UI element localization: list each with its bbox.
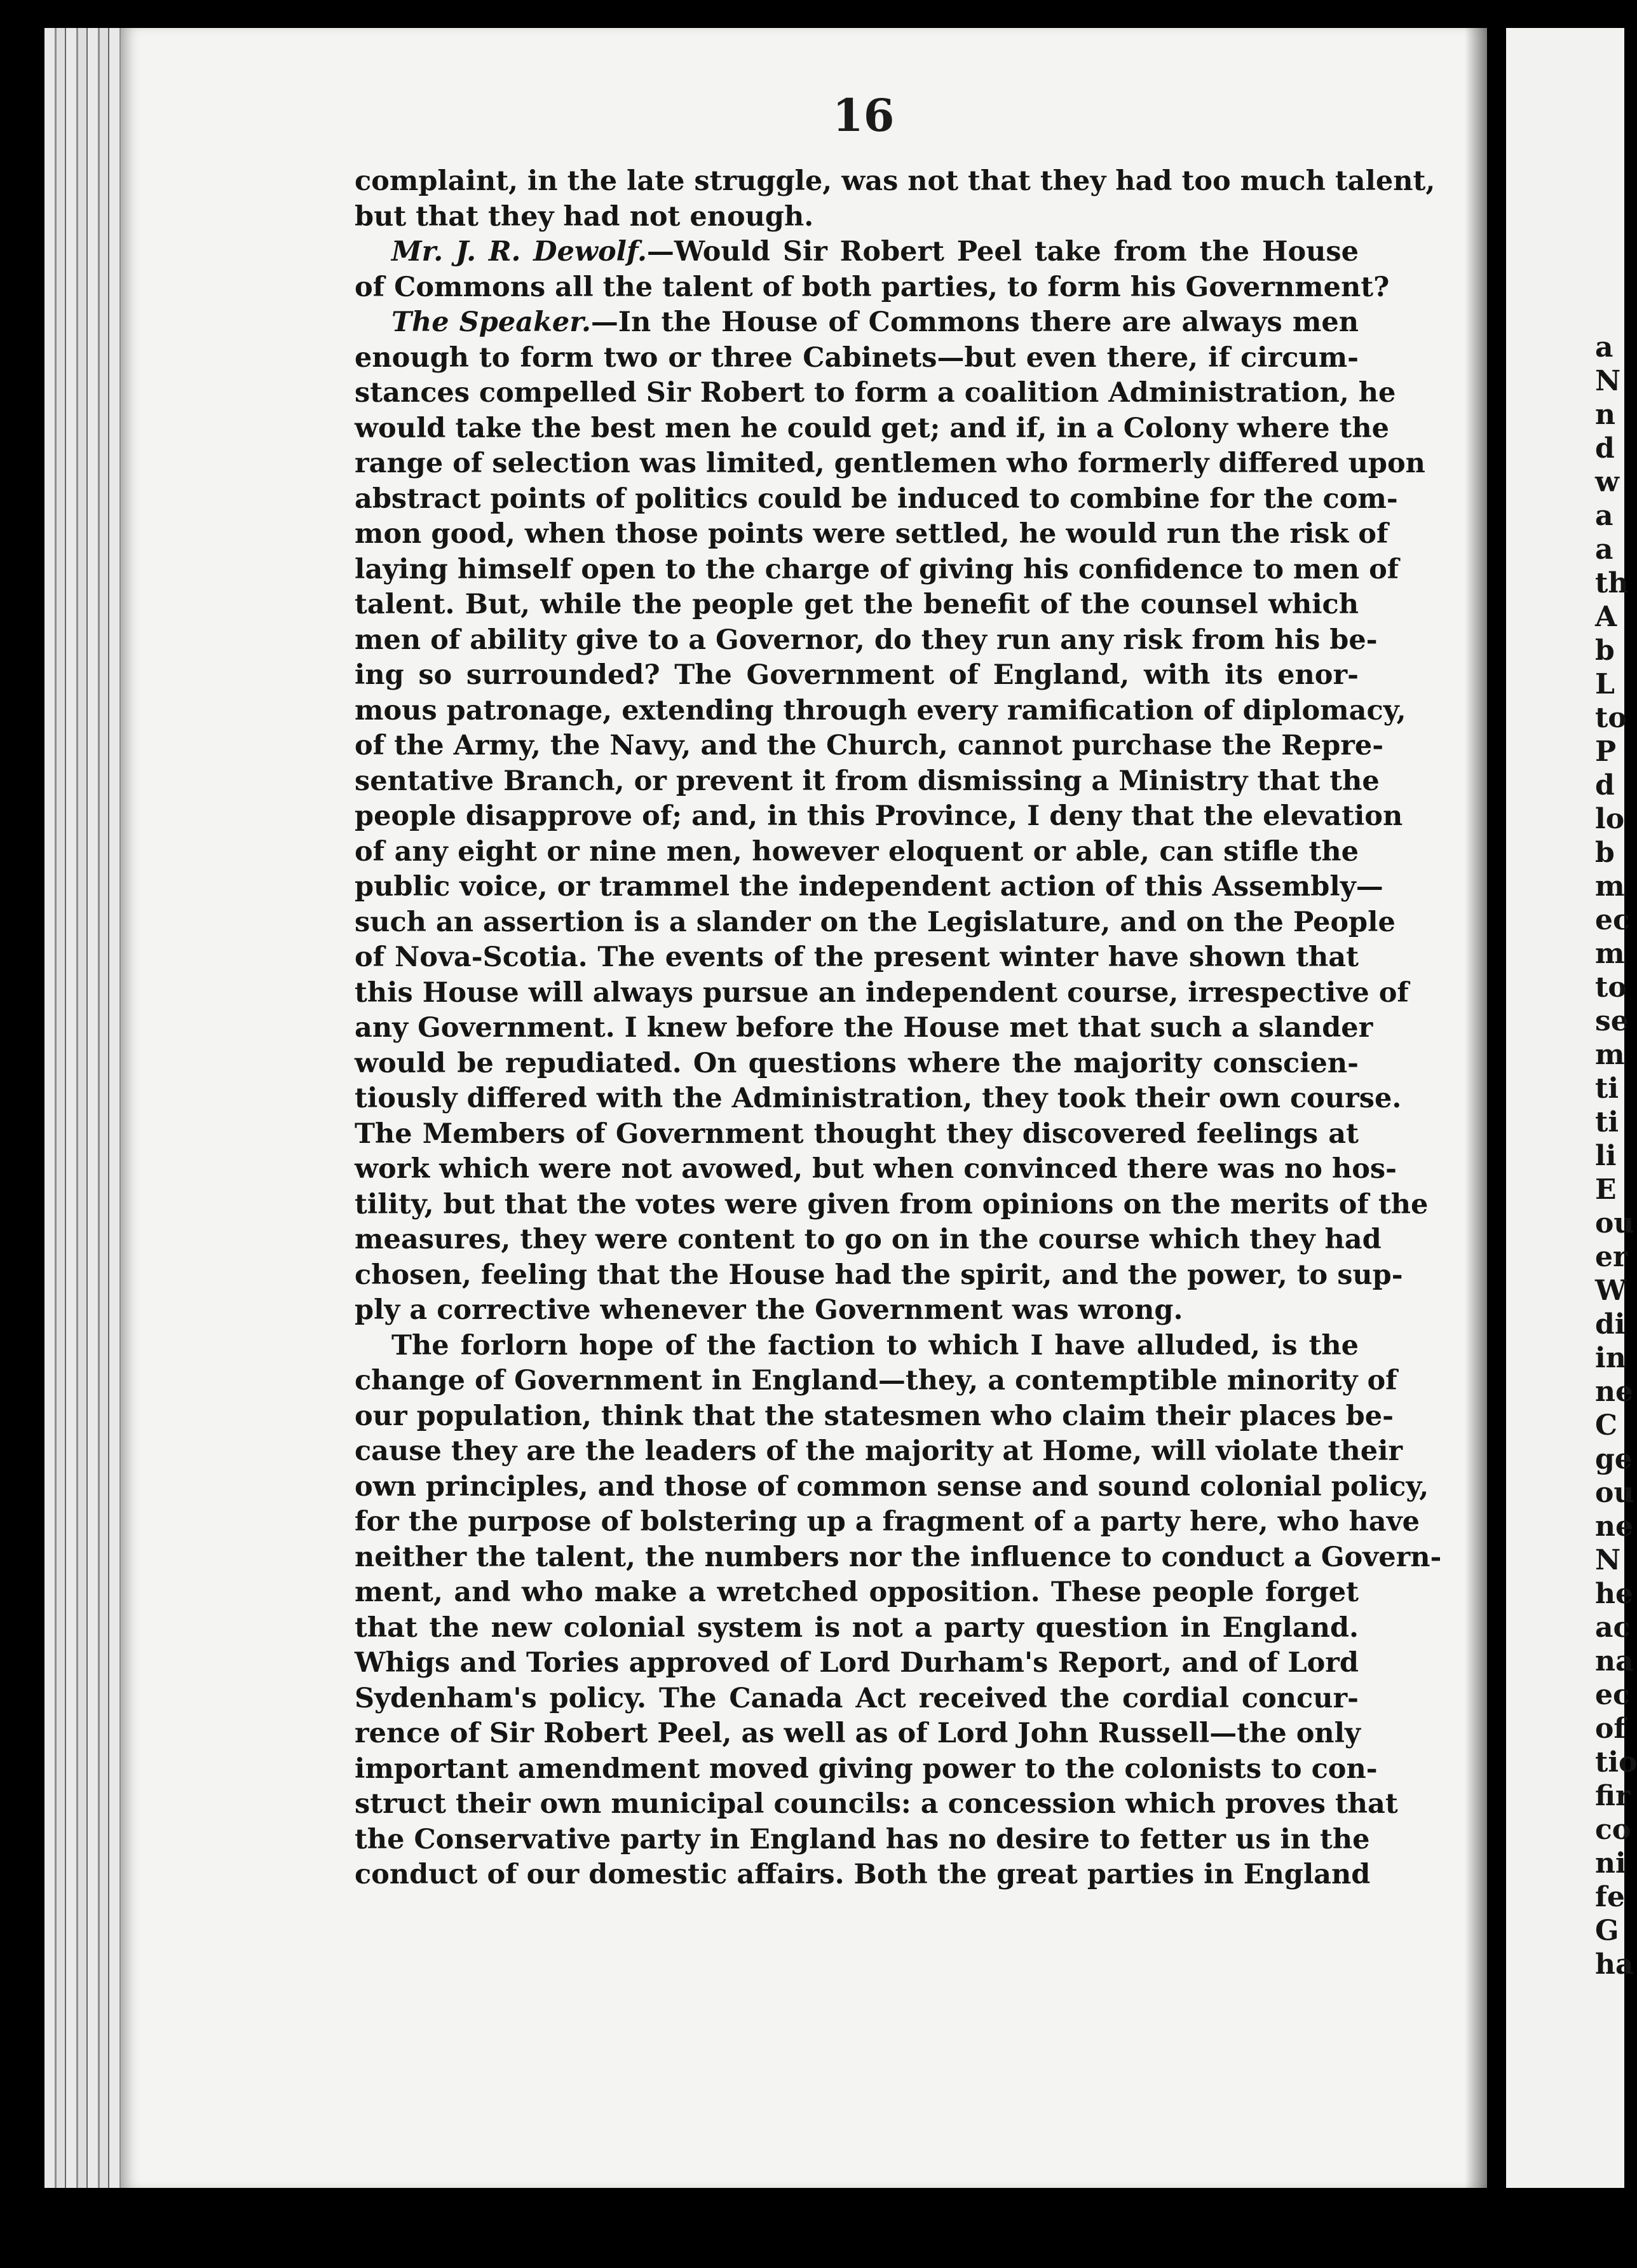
text-line [355, 1470, 1429, 1505]
edge-fragment: to [1595, 971, 1627, 1004]
edge-fragment: se [1595, 1005, 1629, 1037]
line-text: mous patronage, extending through every ramification of diplomacy, [355, 694, 1406, 727]
edge-fragment: N [1595, 365, 1621, 397]
line-text: range of selection was limited, gentlemen who formerly differed upon [355, 447, 1425, 479]
edge-fragment: m [1595, 938, 1625, 970]
line-text: important amendment moved giving power to the colonists to con- [355, 1752, 1378, 1785]
line-text: talent. But, while the people get the benefit of the counsel which [355, 589, 1359, 620]
edge-fragment: li [1595, 1140, 1617, 1172]
edge-fragment: P [1595, 735, 1617, 768]
text-line [355, 870, 1383, 905]
edge-fragment: na [1595, 1645, 1634, 1677]
text-line [355, 1222, 1382, 1258]
text-line [355, 1752, 1378, 1787]
edge-fragment: d [1595, 769, 1615, 802]
line-text: —Would Sir Robert Peel take from the House [646, 236, 1359, 268]
edge-fragment: fe [1595, 1881, 1625, 1913]
edge-fragment: th [1595, 567, 1629, 599]
edge-fragment: n [1595, 399, 1615, 431]
edge-fragment: ec [1595, 1679, 1630, 1711]
edge-fragment: fir [1595, 1780, 1631, 1812]
text-line [355, 799, 1403, 835]
text-line [355, 905, 1396, 941]
edge-fragment: b [1595, 837, 1615, 869]
edge-fragment: a [1595, 533, 1613, 566]
text-line [355, 835, 1359, 870]
speaker-name: The Speaker. [391, 306, 591, 338]
edge-fragment: ac [1595, 1611, 1631, 1644]
text-line [355, 1540, 1442, 1576]
line-text: any Government. I knew before the House met that such a slander [355, 1012, 1373, 1044]
edge-fragment: W [1595, 1274, 1627, 1307]
line-text: but that they had not enough. [355, 200, 814, 233]
text-line [355, 164, 1436, 200]
edge-fragment: C [1595, 1409, 1618, 1442]
page-number: 16 [832, 89, 895, 142]
line-text: men of ability give to a Governor, do they run any risk from his be- [355, 624, 1378, 656]
facing-page-text-fragment [1595, 331, 1637, 1981]
line-text: of any eight or nine men, however eloquent or able, can stifle the [355, 835, 1359, 868]
line-text: would be repudiated. On questions where the majority conscien- [355, 1047, 1359, 1079]
page-edges [44, 28, 121, 2188]
edge-fragment: ti [1595, 1106, 1619, 1138]
edge-fragment: L [1595, 668, 1615, 700]
edge-fragment: lo [1595, 803, 1625, 835]
edge-fragment: in [1595, 1342, 1626, 1374]
speaker-name: Mr. J. R. Dewolf. [391, 236, 647, 268]
line-text: The Members of Government thought they discovered feelings at [355, 1117, 1359, 1150]
line-text: Whigs and Tories approved of Lord Durham's Report, and of Lord [355, 1647, 1359, 1679]
text-line [355, 482, 1398, 517]
text-line [355, 1329, 1359, 1364]
text-line [355, 411, 1390, 447]
text-line [355, 376, 1396, 411]
edge-fragment: ou [1595, 1477, 1634, 1509]
line-text: neither the talent, the numbers nor the influence to conduct a Govern- [355, 1541, 1442, 1573]
edge-fragment: G [1595, 1915, 1619, 1947]
edge-fragment: ne [1595, 1376, 1633, 1408]
edge-fragment: ne [1595, 1510, 1633, 1543]
text-line [355, 1187, 1429, 1223]
line-text: sentative Branch, or prevent it from dismissing a Ministry that the [355, 765, 1380, 797]
line-text: public voice, or trammel the independent action of this Assembly— [355, 871, 1383, 903]
line-text: —In the House of Commons there are always men [590, 306, 1359, 338]
text-line [355, 1258, 1403, 1294]
text-line [355, 976, 1409, 1011]
line-text: such an assertion is a slander on the Legislature, and on the People [355, 906, 1396, 938]
edge-fragment: ha [1595, 1948, 1634, 1981]
text-line [355, 1787, 1398, 1822]
edge-fragment: m [1595, 1039, 1625, 1071]
edge-fragment: ec [1595, 904, 1630, 936]
line-text: the Conservative party in England has no desire to fetter us in the [355, 1823, 1370, 1855]
text-line [355, 1822, 1370, 1858]
text-line [355, 235, 1359, 270]
line-text: laying himself open to the charge of giving his confidence to men of [355, 553, 1399, 585]
line-text: Sydenham's policy. The Canada Act received the cordial concur- [355, 1682, 1359, 1714]
line-text: tility, but that the votes were given from opinions on the merits of the [355, 1188, 1429, 1220]
edge-fragment: w [1595, 466, 1619, 498]
text-line [355, 200, 1359, 235]
edge-fragment: co [1595, 1814, 1631, 1846]
text-line [355, 1434, 1403, 1470]
text-line [355, 940, 1359, 976]
edge-fragment: E [1595, 1173, 1617, 1206]
edge-fragment: b [1595, 634, 1615, 667]
text-line [355, 1681, 1359, 1717]
line-text: conduct of our domestic affairs. Both the great parties in England [355, 1859, 1371, 1890]
edge-fragment: ti [1595, 1072, 1619, 1105]
text-line [355, 587, 1359, 623]
text-line [355, 305, 1359, 341]
text-line [355, 1857, 1371, 1893]
line-text: tiously differed with the Administration, they took their own course. [355, 1083, 1402, 1114]
line-text: work which were not avowed, but when convinced there was no hos- [355, 1153, 1397, 1185]
text-line [355, 1011, 1373, 1046]
text-line [355, 1081, 1402, 1117]
edge-fragment: a [1595, 331, 1613, 364]
text-line [355, 446, 1425, 482]
line-text: own principles, and those of common sense and sound colonial policy, [355, 1470, 1429, 1503]
line-text: of Commons all the talent of both parties, to form his Government? [355, 271, 1390, 303]
text-line [355, 1399, 1394, 1435]
text-line [355, 1363, 1397, 1399]
page-body-text [355, 164, 1442, 1893]
text-line [355, 1646, 1359, 1681]
line-text: enough to form two or three Cabinets—but even there, if circum- [355, 341, 1359, 374]
edge-fragment: ou [1595, 1207, 1634, 1240]
line-text: people disapprove of; and, in this Province, I deny that the elevation [355, 800, 1403, 832]
gutter-shadow [1465, 28, 1490, 2188]
text-line [355, 1575, 1359, 1611]
line-text: measures, they were content to go on in the course which they had [355, 1224, 1382, 1255]
line-text: stances compelled Sir Robert to form a coalition Administration, he [355, 377, 1396, 409]
line-text: would take the best men he could get; and if, in a Colony where the [355, 412, 1390, 444]
text-line [355, 1152, 1397, 1187]
edge-fragment: m [1595, 870, 1625, 903]
text-line [355, 341, 1359, 376]
text-line [355, 1293, 1359, 1329]
line-text: ply a corrective whenever the Government was wrong. [355, 1294, 1183, 1326]
text-line [355, 1611, 1359, 1646]
text-line [355, 517, 1389, 552]
text-line [355, 728, 1384, 764]
line-text: mon good, when those points were settled, he would run the risk of [355, 518, 1389, 550]
line-text: struct their own municipal councils: a concession which proves that [355, 1788, 1398, 1820]
line-text: ing so surrounded? The Government of England, with its enor- [355, 659, 1359, 691]
edge-fragment: a [1595, 500, 1613, 532]
text-line [355, 270, 1390, 306]
line-text: The forlorn hope of the faction to which I have alluded, is the [391, 1329, 1359, 1362]
line-text: for the purpose of bolstering up a fragment of a party here, who have [355, 1506, 1420, 1538]
line-text: our population, think that the statesmen who claim their places be- [355, 1400, 1394, 1432]
edge-fragment: d [1595, 432, 1615, 465]
text-line [355, 623, 1378, 659]
text-line [355, 1046, 1359, 1082]
text-line [355, 693, 1406, 729]
line-text: this House will always pursue an independent course, irrespective of [355, 976, 1409, 1009]
edge-fragment: er [1595, 1241, 1628, 1273]
line-text: change of Government in England—they, a contemptible minority of [355, 1365, 1397, 1397]
edge-fragment: of [1595, 1712, 1626, 1745]
line-text: chosen, feeling that the House had the spirit, and the power, to sup- [355, 1259, 1403, 1291]
edge-fragment: ge [1595, 1443, 1633, 1475]
text-line [355, 764, 1380, 800]
line-text: rence of Sir Robert Peel, as well as of Lord John Russell—the only [355, 1718, 1361, 1749]
line-text: cause they are the leaders of the majority at Home, will violate their [355, 1435, 1403, 1467]
edge-fragment: di [1595, 1308, 1626, 1341]
line-text: complaint, in the late struggle, was not that they had too much talent, [355, 165, 1436, 197]
line-text: of Nova-Scotia. The events of the present winter have shown that [355, 941, 1359, 973]
line-text: ment, and who make a wretched opposition. These people forget [355, 1576, 1359, 1608]
line-text: abstract points of politics could be induced to combine for the com- [355, 482, 1398, 515]
line-text: that the new colonial system is not a party question in England. [355, 1611, 1359, 1644]
text-line [355, 658, 1359, 693]
text-line [355, 1505, 1420, 1540]
line-text: of the Army, the Navy, and the Church, cannot purchase the Repre- [355, 730, 1384, 762]
edge-fragment: N [1595, 1544, 1621, 1576]
text-line [355, 552, 1399, 588]
text-line [355, 1117, 1359, 1152]
edge-fragment: tio [1595, 1746, 1637, 1779]
edge-fragment: to [1595, 702, 1627, 734]
edge-fragment: A [1595, 601, 1617, 633]
edge-fragment: ni [1595, 1847, 1626, 1880]
edge-fragment: he [1595, 1578, 1633, 1610]
text-line [355, 1716, 1359, 1752]
